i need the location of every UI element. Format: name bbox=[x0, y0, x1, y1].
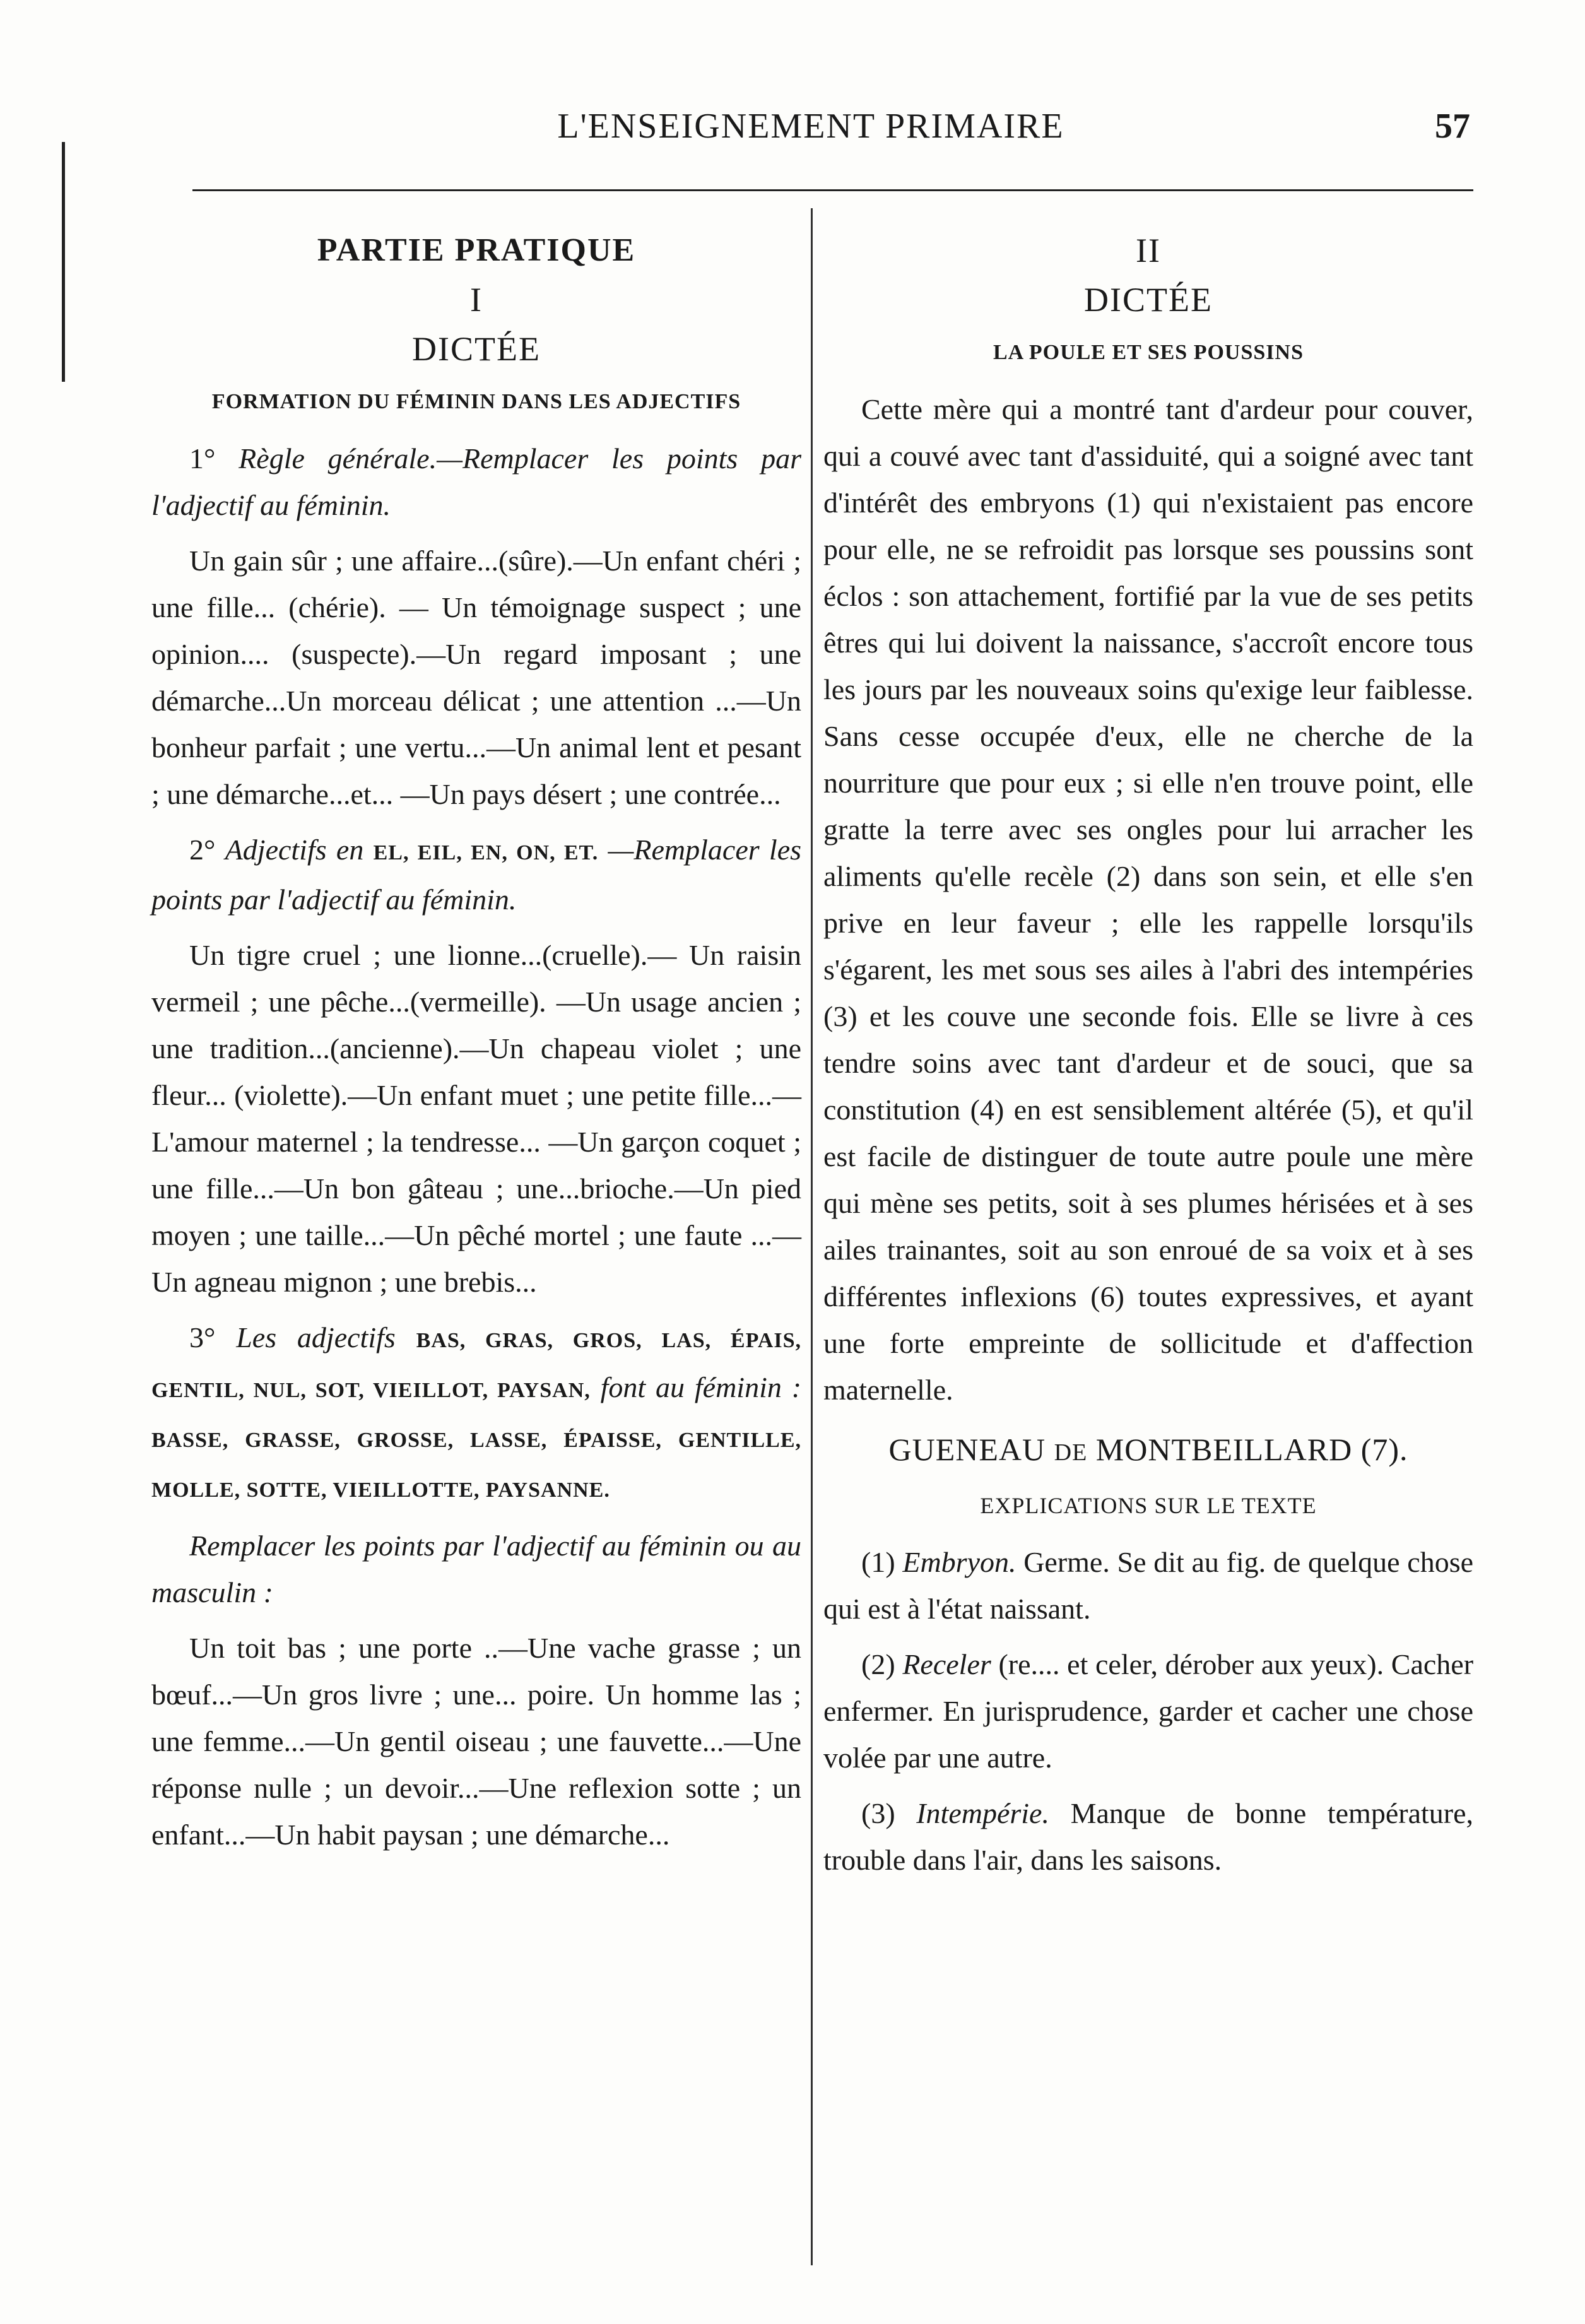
lesson-number: I bbox=[470, 281, 483, 319]
running-title: L'ENSEIGNEMENT PRIMAIRE bbox=[557, 107, 1064, 146]
note-3 bbox=[823, 1790, 1473, 1884]
rule-1-heading bbox=[151, 435, 801, 529]
lesson-title: DICTÉE bbox=[412, 330, 541, 368]
note-1-text: Germe. Se dit au fig. de quelque chose qui est à l'état naissant. bbox=[823, 1546, 1474, 1625]
running-head bbox=[151, 95, 1470, 151]
explanations-title: EXPLICATIONS SUR LE TEXTE bbox=[980, 1493, 1317, 1518]
lesson-title-2: DICTÉE bbox=[1084, 281, 1213, 319]
note-1-number: (1) bbox=[861, 1546, 895, 1578]
dictation-text: Cette mère qui a montré tant d'ardeur pour couver, qui a couvé avec tant d'assiduité, qui a soigné avec tant d'intérêt des embryons (1) qui n'existaient pas encore pour elle, ne se refroidit pas lorsque ses poussins sont éclos : son attachement, fortifié par la vue de ses petits êtres qui lui doivent la naissance, s'accroît encore tous les jours par les nouveaux soins qu'exige leur faiblesse. Sans cesse occupée d'eux, elle ne cherche de la nourriture que pour eux ; si elle n'en trouve point, elle gratte la terre avec ses ongles pour lui arracher les aliments qu'elle recèle (2) dans son sein, et elle s'en prive en leur faveur ; elle les rappelle lorsqu'ils s'égarent, les met sous ses ailes à l'abri des intempéries (3) et les couve une seconde fois. Elle se livre à ces tendre soins avec tant d'ardeur et de souci, que sa constitution (4) en est sensiblement altérée (5), et qu'il est facile de distinguer de toute autre poule une mère qui mène ses petits, soit à ses plumes hérisées et à ses ailes trainantes, soit au son enroué de sa voix et à ses différentes inflexions (6) toutes expressives, et ayant une forte empreinte de sollicitude et d'affection maternelle. bbox=[823, 393, 1473, 1406]
note-2 bbox=[823, 1641, 1473, 1781]
margin-mark bbox=[62, 142, 65, 382]
lesson-number-2: II bbox=[1136, 232, 1161, 269]
rule-3-number: 3° bbox=[189, 1321, 216, 1354]
rule-2-number: 2° bbox=[189, 834, 216, 866]
rule-2-label: Adjectifs en bbox=[225, 834, 364, 866]
author-first: GUENEAU bbox=[888, 1432, 1046, 1467]
rule-3-middle: font au féminin : bbox=[600, 1371, 802, 1403]
rule-1-label: Règle générale.—Remplacer les points par l'adjectif au féminin. bbox=[151, 442, 801, 521]
column-divider bbox=[811, 208, 813, 2265]
rule-2-endings: EL, EIL, EN, ON, ET. bbox=[373, 841, 599, 864]
rule-3-adjectives: BAS, GRAS, GROS, LAS, ÉPAIS, GENTIL, NUL, SOT, VIEILLOT, PAYSAN, bbox=[151, 1329, 802, 1402]
rule-3-instruction: Remplacer les points par l'adjectif au féminin ou au masculin : bbox=[151, 1530, 801, 1608]
author-last: MONTBEILLARD (7). bbox=[1095, 1432, 1408, 1467]
rule-3-heading bbox=[151, 1314, 801, 1514]
rule-3-label: Les adjectifs bbox=[236, 1321, 396, 1354]
note-2-number: (2) bbox=[861, 1648, 895, 1680]
rule-1-number: 1° bbox=[189, 442, 216, 475]
note-1 bbox=[823, 1539, 1473, 1632]
rule-2-heading bbox=[151, 827, 801, 923]
author-particle: DE bbox=[1054, 1439, 1088, 1466]
lesson-subtitle: FORMATION DU FÉMININ DANS LES ADJECTIFS bbox=[211, 390, 741, 413]
exercise-2-text: Un tigre cruel ; une lionne...(cruelle).— Un raisin vermeil ; une pêche...(vermeille). —Un usage ancien ; une tradition...(ancienne).—Un chapeau violet ; une fleur... (violette).—Un enfant muet ; une petite fille...—L'amour maternel ; la tendresse... —Un garçon coquet ; une fille...—Un bon gâteau ; une...brioche.—Un pied moyen ; une taille...—Un pêché mortel ; une faute ...—Un agneau mignon ; une brebis... bbox=[151, 939, 801, 1298]
page-number: 57 bbox=[1435, 107, 1470, 146]
rule-3-feminines: BASSE, GRASSE, GROSSE, LASSE, ÉPAISSE, GENTILLE, MOLLE, SOTTE, VIEILLOTTE, PAYSANNE. bbox=[151, 1429, 801, 1502]
author-attribution bbox=[823, 1426, 1473, 1476]
exercise-3-text: Un toit bas ; une porte ..—Une vache grasse ; un bœuf...—Un gros livre ; une... poire. Un homme las ; une femme...—Un gentil oiseau ; une fauvette...—Une réponse nulle ; un devoir...—Une reflexion sotte ; un enfant...—Un habit paysan ; une démarche... bbox=[151, 1632, 801, 1851]
exercise-1-text: Un gain sûr ; une affaire...(sûre).—Un enfant chéri ; une fille... (chérie). — Un témoignage suspect ; une opinion.... (suspecte).—Un regard imposant ; une démarche...Un morceau délicat ; une attention ...—Un bonheur parfait ; une vertu...—Un animal lent et pesant ; une démarche...et... —Un pays désert ; une contrée... bbox=[151, 545, 801, 810]
note-1-term: Embryon. bbox=[902, 1546, 1016, 1578]
header-rule bbox=[192, 189, 1473, 191]
note-2-term: Receler bbox=[902, 1648, 991, 1680]
note-3-term: Intempérie. bbox=[916, 1797, 1049, 1829]
lesson-subtitle-2: LA POULE ET SES POUSSINS bbox=[993, 341, 1304, 364]
note-2-text: (re.... et celer, dérober aux yeux). Cacher enfermer. En jurisprudence, garder et cacher une chose volée par une autre. bbox=[823, 1648, 1474, 1774]
section-title: PARTIE PRATIQUE bbox=[317, 232, 636, 268]
rule-2-instruction: —Remplacer les points par l'adjectif au féminin. bbox=[151, 834, 802, 916]
left-column bbox=[151, 215, 801, 1867]
right-column bbox=[823, 215, 1473, 1892]
note-3-number: (3) bbox=[861, 1797, 895, 1829]
note-3-text: Manque de bonne température, trouble dans l'air, dans les saisons. bbox=[823, 1797, 1474, 1876]
